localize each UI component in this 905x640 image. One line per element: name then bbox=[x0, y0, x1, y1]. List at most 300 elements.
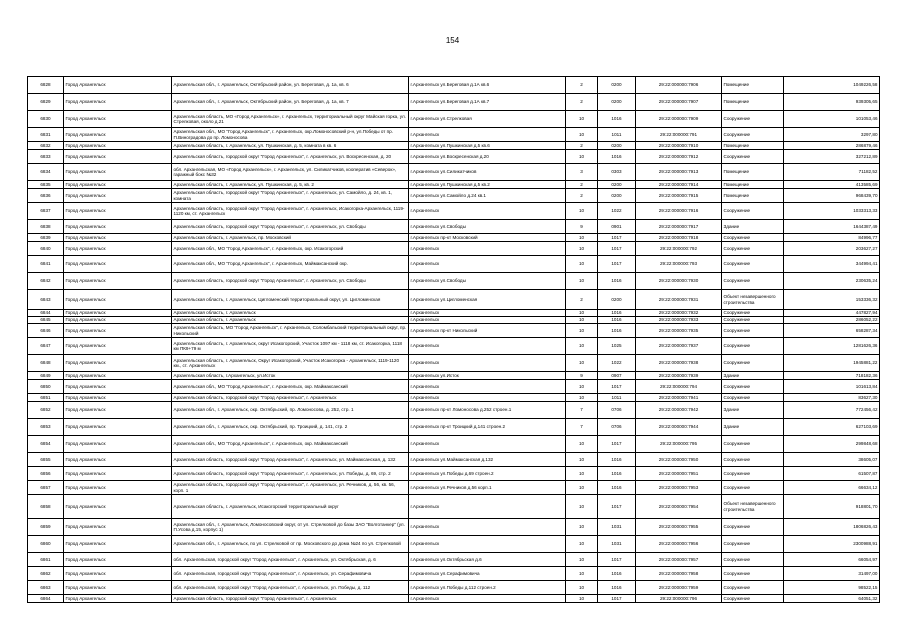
municipality-cell: Город Архангельск bbox=[64, 77, 172, 94]
municipality-cell: Город Архангельск bbox=[64, 355, 172, 372]
table-row bbox=[28, 380, 880, 394]
row-number: 6833 bbox=[28, 150, 64, 164]
table-row bbox=[28, 481, 880, 495]
subgroup-code-cell: 1011 bbox=[598, 394, 636, 402]
group-code-cell: 10 bbox=[566, 256, 598, 273]
group-code-cell: 10 bbox=[566, 128, 598, 142]
object-type-cell: Сооружение bbox=[722, 467, 784, 481]
table-row bbox=[28, 150, 880, 164]
object-type-cell: Сооружение bbox=[722, 436, 784, 453]
table-row bbox=[28, 220, 880, 234]
short-address-cell: г.Архангельск bbox=[409, 394, 566, 402]
row-number: 6858 bbox=[28, 495, 64, 519]
municipality-cell: Город Архангельск bbox=[64, 317, 172, 324]
short-address-cell: г.Архангельск ул.Береговая д.1А кв.7 bbox=[409, 94, 566, 111]
full-address-cell: обл. Архангельская, городской округ "Город Архангельск", г. Архангельск, ул. Серафимовича bbox=[172, 567, 409, 581]
short-address-cell: г.Архангельск ул.Речников д.56 корп.1 bbox=[409, 481, 566, 495]
table-row bbox=[28, 273, 880, 290]
object-type-cell: Сооружение bbox=[722, 310, 784, 317]
municipality-cell: Город Архангельск bbox=[64, 164, 172, 181]
municipality-cell: Город Архангельск bbox=[64, 581, 172, 595]
table-row bbox=[28, 111, 880, 128]
cadastral-value-cell: 153336,32 bbox=[784, 290, 880, 310]
row-number: 6849 bbox=[28, 372, 64, 380]
full-address-cell: Архангельская обл., г. Архангельск, Октябрьский район, ул. Береговая, д. 1а, кв. 6 bbox=[172, 77, 409, 94]
municipality-cell: Город Архангельск bbox=[64, 234, 172, 242]
group-code-cell: 10 bbox=[566, 436, 598, 453]
cadastral-number-cell: 29:22:000000:7910 bbox=[636, 142, 722, 150]
row-number: 6840 bbox=[28, 242, 64, 256]
short-address-cell: г.Архангельск ул.Октябрьская д.6 bbox=[409, 553, 566, 567]
cadastral-value-cell: 1281626,36 bbox=[784, 338, 880, 355]
full-address-cell: Архангельская область, г. Архангельск, Округ Исакогорский, Участок Исакогорка - Архангельск, 1119-1120 км., ст. Архангельск bbox=[172, 355, 409, 372]
cadastral-value-cell: 31497,00 bbox=[784, 567, 880, 581]
short-address-cell: г.Архангельск ул.Свободы bbox=[409, 220, 566, 234]
municipality-cell: Город Архангельск bbox=[64, 273, 172, 290]
short-address-cell: г.Архангельск ул.Маймаксанская д.132 bbox=[409, 453, 566, 467]
municipality-cell: Город Архангельск bbox=[64, 220, 172, 234]
full-address-cell: Архангельская обл., г. Архангельск, Октябрьский район, ул. Береговая, д. 1а, кв. 7 bbox=[172, 94, 409, 111]
full-address-cell: Архангельская обл., г. Архангельск, по ул. Стрелковой от пр. Московского до дома №24 по ул. Стрелковой bbox=[172, 536, 409, 553]
subgroup-code-cell: 1017 bbox=[598, 553, 636, 567]
cadastral-value-cell: 286879,46 bbox=[784, 142, 880, 150]
full-address-cell: Архангельская обл., г. Архангельск, Ломоносовский округ, от ул. Стрелковой до базы ЗАО "Волготанкер" (ул. П.Усова д.15, корпус 1) bbox=[172, 519, 409, 536]
municipality-cell: Город Архангельск bbox=[64, 94, 172, 111]
subgroup-code-cell: 1017 bbox=[598, 380, 636, 394]
row-number: 6844 bbox=[28, 310, 64, 317]
object-type-cell: Помещение bbox=[722, 164, 784, 181]
object-type-cell: Сооружение bbox=[722, 324, 784, 338]
cadastral-number-cell: 29:22:000000:7932 bbox=[636, 310, 722, 317]
subgroup-code-cell: 1016 bbox=[598, 567, 636, 581]
row-number: 6848 bbox=[28, 355, 64, 372]
object-type-cell: Здание bbox=[722, 419, 784, 436]
municipality-cell: Город Архангельск bbox=[64, 256, 172, 273]
table-row bbox=[28, 77, 880, 94]
row-number: 6854 bbox=[28, 436, 64, 453]
subgroup-code-cell: 1017 bbox=[598, 595, 636, 603]
short-address-cell: г.Архангельск ул.Победы д.112 строен.2 bbox=[409, 581, 566, 595]
municipality-cell: Город Архангельск bbox=[64, 519, 172, 536]
cadastral-number-cell: 29:22:000000:7917 bbox=[636, 220, 722, 234]
cadastral-value-cell: 98522,15 bbox=[784, 581, 880, 595]
group-code-cell: 10 bbox=[566, 111, 598, 128]
cadastral-value-cell: 1806826,43 bbox=[784, 519, 880, 536]
group-code-cell: 10 bbox=[566, 536, 598, 553]
group-code-cell: 10 bbox=[566, 581, 598, 595]
row-number: 6842 bbox=[28, 273, 64, 290]
municipality-cell: Город Архангельск bbox=[64, 419, 172, 436]
subgroup-code-cell: 1016 bbox=[598, 467, 636, 481]
table-row bbox=[28, 94, 880, 111]
group-code-cell: 10 bbox=[566, 380, 598, 394]
subgroup-code-cell: 1016 bbox=[598, 324, 636, 338]
cadastral-number-cell: 29:22:000000:7933 bbox=[636, 317, 722, 324]
subgroup-code-cell: 1016 bbox=[598, 581, 636, 595]
municipality-cell: Город Архангельск bbox=[64, 242, 172, 256]
object-type-cell: Сооружение bbox=[722, 481, 784, 495]
group-code-cell: 10 bbox=[566, 467, 598, 481]
table-row bbox=[28, 290, 880, 310]
table-row bbox=[28, 536, 880, 553]
cadastral-number-cell: 29:22:000000:7938 bbox=[636, 355, 722, 372]
row-number: 6832 bbox=[28, 142, 64, 150]
cadastral-number-cell: 29:22:000000:7907 bbox=[636, 94, 722, 111]
municipality-cell: Город Архангельск bbox=[64, 189, 172, 203]
row-number: 6857 bbox=[28, 481, 64, 495]
table-row bbox=[28, 402, 880, 419]
group-code-cell: 2 bbox=[566, 77, 598, 94]
full-address-cell: Архангельская область, городской округ "Город Архангельск", г. Архангельск bbox=[172, 394, 409, 402]
row-number: 6850 bbox=[28, 380, 64, 394]
table-row bbox=[28, 495, 880, 519]
group-code-cell: 2 bbox=[566, 94, 598, 111]
object-type-cell: Помещение bbox=[722, 142, 784, 150]
cadastral-number-cell: 29:22:000000:7941 bbox=[636, 394, 722, 402]
full-address-cell: Архангельская область, г. Архангельск, ул. Пушкинская, д. 5, комната в кв. 6 bbox=[172, 142, 409, 150]
subgroup-code-cell: 1031 bbox=[598, 519, 636, 536]
subgroup-code-cell: 1016 bbox=[598, 111, 636, 128]
object-type-cell: Сооружение bbox=[722, 128, 784, 142]
short-address-cell: г.Архангельск ул.Береговая д.1А кв.6 bbox=[409, 77, 566, 94]
table-row bbox=[28, 310, 880, 317]
municipality-cell: Город Архангельск bbox=[64, 290, 172, 310]
cadastral-value-cell: 2300988,91 bbox=[784, 536, 880, 553]
cadastral-value-cell: 299848,68 bbox=[784, 436, 880, 453]
cadastral-number-cell: 29:22:000000:7918 bbox=[636, 234, 722, 242]
municipality-cell: Город Архангельск bbox=[64, 324, 172, 338]
cadastral-value-cell: 61507,87 bbox=[784, 467, 880, 481]
full-address-cell: Архангельская область, городской округ "Город Архангельск", г. Архангельск, ул. Речников, д. 56, кв. 56, корп. 1 bbox=[172, 481, 409, 495]
object-type-cell: Сооружение bbox=[722, 234, 784, 242]
cadastral-number-cell: 29:22:000000:7930 bbox=[636, 273, 722, 290]
full-address-cell: Архангельская обл., МО "Город Архангельск", г. Архангельск, окр.Ломоносовский р-н, ул.Победы от пр. П.Виноградова до пр. Ломоносова bbox=[172, 128, 409, 142]
table-row bbox=[28, 234, 880, 242]
group-code-cell: 10 bbox=[566, 453, 598, 467]
cadastral-number-cell: 29:22:000000:7913 bbox=[636, 164, 722, 181]
subgroup-code-cell: 0200 bbox=[598, 290, 636, 310]
subgroup-code-cell: 1022 bbox=[598, 355, 636, 372]
group-code-cell: 2 bbox=[566, 189, 598, 203]
cadastral-number-cell: 29:22:000000:7916 bbox=[636, 203, 722, 220]
table-row bbox=[28, 581, 880, 595]
registry-table bbox=[27, 76, 880, 603]
cadastral-value-cell: 627103,69 bbox=[784, 419, 880, 436]
row-number: 6829 bbox=[28, 94, 64, 111]
object-type-cell: Здание bbox=[722, 372, 784, 380]
table-row bbox=[28, 453, 880, 467]
municipality-cell: Город Архангельск bbox=[64, 495, 172, 519]
full-address-cell: Архангельская область, городской округ "Город Архангельск", г. Архангельск, ул. Самойло, д. 24, кв. 1, комната bbox=[172, 189, 409, 203]
row-number: 6846 bbox=[28, 324, 64, 338]
cadastral-value-cell: 101053,46 bbox=[784, 111, 880, 128]
subgroup-code-cell: 1017 bbox=[598, 495, 636, 519]
group-code-cell: 9 bbox=[566, 220, 598, 234]
short-address-cell: г.Архангельск bbox=[409, 310, 566, 317]
cadastral-value-cell: 71182,52 bbox=[784, 164, 880, 181]
group-code-cell: 10 bbox=[566, 355, 598, 372]
object-type-cell: Сооружение bbox=[722, 317, 784, 324]
group-code-cell: 10 bbox=[566, 595, 598, 603]
cadastral-value-cell: 66054,97 bbox=[784, 553, 880, 567]
short-address-cell: г.Архангельск bbox=[409, 128, 566, 142]
full-address-cell: Архангельская обл., г. Архангельск, окр. Октябрьский, пр. Троицкий, д. 141, стр. 2 bbox=[172, 419, 409, 436]
full-address-cell: Архангельская область, городской округ "Город Архангельск", г. Архангельск, Исакогорка-Архангельск, 1119-1120 км, ст. Архангельск bbox=[172, 203, 409, 220]
cadastral-value-cell: 83627,30 bbox=[784, 394, 880, 402]
subgroup-code-cell: 1017 bbox=[598, 242, 636, 256]
subgroup-code-cell: 1016 bbox=[598, 273, 636, 290]
row-number: 6856 bbox=[28, 467, 64, 481]
full-address-cell: Архангельская область, г. Архангельск bbox=[172, 317, 409, 324]
cadastral-value-cell: 38605,07 bbox=[784, 453, 880, 467]
row-number: 6864 bbox=[28, 595, 64, 603]
cadastral-value-cell: 1049226,58 bbox=[784, 77, 880, 94]
municipality-cell: Город Архангельск bbox=[64, 111, 172, 128]
municipality-cell: Город Архангельск bbox=[64, 128, 172, 142]
table-row bbox=[28, 189, 880, 203]
cadastral-number-cell: 29:22:000000:7939 bbox=[636, 372, 722, 380]
row-number: 6830 bbox=[28, 111, 64, 128]
table-row bbox=[28, 324, 880, 338]
subgroup-code-cell: 0200 bbox=[598, 94, 636, 111]
short-address-cell: г.Архангельск bbox=[409, 519, 566, 536]
cadastral-number-cell: 29:22:000000:7953 bbox=[636, 481, 722, 495]
cadastral-number-cell: 29:22:000000:7935 bbox=[636, 324, 722, 338]
group-code-cell: 3 bbox=[566, 164, 598, 181]
municipality-cell: Город Архангельск bbox=[64, 380, 172, 394]
object-type-cell: Сооружение bbox=[722, 111, 784, 128]
object-type-cell: Сооружение bbox=[722, 273, 784, 290]
short-address-cell: г.Архангельск bbox=[409, 203, 566, 220]
cadastral-number-cell: 29:22:000000:7942 bbox=[636, 402, 722, 419]
table-row bbox=[28, 553, 880, 567]
object-type-cell: Помещение bbox=[722, 94, 784, 111]
row-number: 6859 bbox=[28, 519, 64, 536]
row-number: 6838 bbox=[28, 220, 64, 234]
full-address-cell: Архангельская область, городской округ "Город Архангельск", г. Архангельск, ул. Свободы bbox=[172, 220, 409, 234]
row-number: 6835 bbox=[28, 181, 64, 189]
cadastral-value-cell: 658287,34 bbox=[784, 324, 880, 338]
group-code-cell: 10 bbox=[566, 203, 598, 220]
table-row bbox=[28, 128, 880, 142]
short-address-cell: г.Архангельск bbox=[409, 380, 566, 394]
subgroup-code-cell: 1016 bbox=[598, 453, 636, 467]
full-address-cell: Архангельская область, г.Архангельск, ул.Исток bbox=[172, 372, 409, 380]
short-address-cell: г.Архангельск пр-кт Никольский bbox=[409, 324, 566, 338]
table-row bbox=[28, 436, 880, 453]
full-address-cell: Архангельская область, городской округ "Город Архангельск", г. Архангельск, ул. Воскресенская, д. 20 bbox=[172, 150, 409, 164]
full-address-cell: Архангельская область, городской округ "Город Архангельск", г. Архангельск, ул. Победы, д. 69, стр. 2 bbox=[172, 467, 409, 481]
page-number: 154 bbox=[445, 36, 460, 45]
full-address-cell: Архангельская обл., МО "Город Архангельск", г. Архангельск, окр. Маймаксанский bbox=[172, 380, 409, 394]
short-address-cell: г.Архангельск ул.Силикатчиков bbox=[409, 164, 566, 181]
table-row bbox=[28, 242, 880, 256]
object-type-cell: Сооружение bbox=[722, 338, 784, 355]
cadastral-value-cell: 413585,69 bbox=[784, 181, 880, 189]
full-address-cell: Архангельская обл., МО "Город Архангельск", г. Архангельск, окр. Маймаксанский bbox=[172, 436, 409, 453]
full-address-cell: Архангельская область, г. Архангельск, ул. Пушкинская, д. 5, кв. 2 bbox=[172, 181, 409, 189]
table-row bbox=[28, 595, 880, 603]
short-address-cell: г.Архангельск bbox=[409, 595, 566, 603]
municipality-cell: Город Архангельск bbox=[64, 595, 172, 603]
short-address-cell: г.Архангельск bbox=[409, 256, 566, 273]
full-address-cell: обл. Архангельская, городской округ "Город Архангельск", г. Архангельск, ул. Победы, д. 112 bbox=[172, 581, 409, 595]
short-address-cell: г.Архангельск bbox=[409, 338, 566, 355]
cadastral-number-cell: 29:22:000000:7956 bbox=[636, 536, 722, 553]
cadastral-value-cell: 1945881,22 bbox=[784, 355, 880, 372]
subgroup-code-cell: 1016 bbox=[598, 481, 636, 495]
object-type-cell: Сооружение bbox=[722, 581, 784, 595]
row-number: 6828 bbox=[28, 77, 64, 94]
group-code-cell: 10 bbox=[566, 553, 598, 567]
object-type-cell: Сооружение bbox=[722, 394, 784, 402]
group-code-cell: 2 bbox=[566, 290, 598, 310]
full-address-cell: Архангельская область, г. Архангельск bbox=[172, 310, 409, 317]
cadastral-value-cell: 968439,70 bbox=[784, 189, 880, 203]
municipality-cell: Город Архангельск bbox=[64, 394, 172, 402]
table-row bbox=[28, 519, 880, 536]
row-number: 6836 bbox=[28, 189, 64, 203]
object-type-cell: Сооружение bbox=[722, 453, 784, 467]
short-address-cell: г.Архангельск ул.Стрелковая bbox=[409, 111, 566, 128]
object-type-cell: Сооружение bbox=[722, 203, 784, 220]
group-code-cell: 9 bbox=[566, 372, 598, 380]
full-address-cell: Архангельская область, МО "Город Архангельск", г. Архангельск, Соломбальский территориальный округ, пр. Никольский bbox=[172, 324, 409, 338]
row-number: 6834 bbox=[28, 164, 64, 181]
short-address-cell: г.Архангельск bbox=[409, 436, 566, 453]
table-row bbox=[28, 317, 880, 324]
municipality-cell: Город Архангельск bbox=[64, 436, 172, 453]
group-code-cell: 10 bbox=[566, 495, 598, 519]
short-address-cell: г.Архангельск пр-кт Ломоносова д.252 строен.1 bbox=[409, 402, 566, 419]
cadastral-number-cell: 29:22:000000:791 bbox=[636, 128, 722, 142]
group-code-cell: 10 bbox=[566, 273, 598, 290]
full-address-cell: Архангельская область, г. Архангельск, округ Исакогорский, Участок 1097 км - 1118 км, ст. Исакогорка, 1118 км ПК9+79 м bbox=[172, 338, 409, 355]
cadastral-value-cell: 84996,77 bbox=[784, 234, 880, 242]
group-code-cell: 7 bbox=[566, 419, 598, 436]
full-address-cell: Архангельская область, городской округ "Город Архангельск", г. Архангельск, ул. Маймаксанская, д. 132 bbox=[172, 453, 409, 467]
cadastral-value-cell: 101613,84 bbox=[784, 380, 880, 394]
group-code-cell: 10 bbox=[566, 519, 598, 536]
group-code-cell: 7 bbox=[566, 402, 598, 419]
row-number: 6831 bbox=[28, 128, 64, 142]
short-address-cell: г.Архангельск bbox=[409, 242, 566, 256]
cadastral-number-cell: 29:22:000000:7931 bbox=[636, 290, 722, 310]
row-number: 6861 bbox=[28, 553, 64, 567]
full-address-cell: обл. Архангельская, городской округ "Город Архангельск", г. Архангельск, ул. Октябрьская, д. 6 bbox=[172, 553, 409, 567]
object-type-cell: Сооружение bbox=[722, 595, 784, 603]
registry-rows bbox=[28, 77, 880, 603]
short-address-cell: г.Архангельск ул.Пушкинская д.5 кв.6 bbox=[409, 142, 566, 150]
row-number: 6855 bbox=[28, 453, 64, 467]
table-row bbox=[28, 419, 880, 436]
full-address-cell: Архангельская область, г. Архангельск, Исакогорский территориальный округ bbox=[172, 495, 409, 519]
cadastral-number-cell: 29:22:000000:7944 bbox=[636, 419, 722, 436]
cadastral-number-cell: 29:22:000000:795 bbox=[636, 436, 722, 453]
short-address-cell: г.Архангельск bbox=[409, 536, 566, 553]
cadastral-number-cell: 29:22:000000:7909 bbox=[636, 111, 722, 128]
subgroup-code-cell: 1017 bbox=[598, 234, 636, 242]
group-code-cell: 10 bbox=[566, 234, 598, 242]
cadastral-value-cell: 939305,65 bbox=[784, 94, 880, 111]
object-type-cell: Сооружение bbox=[722, 150, 784, 164]
municipality-cell: Город Архангельск bbox=[64, 372, 172, 380]
full-address-cell: Архангельская область, г. Архангельск, пр. Московский bbox=[172, 234, 409, 242]
object-type-cell: Сооружение bbox=[722, 355, 784, 372]
cadastral-value-cell: 66634,12 bbox=[784, 481, 880, 495]
object-type-cell: Объект незавершенного строительства bbox=[722, 290, 784, 310]
group-code-cell: 2 bbox=[566, 181, 598, 189]
cadastral-value-cell: 344994,41 bbox=[784, 256, 880, 273]
cadastral-number-cell: 29:22:000000:7915 bbox=[636, 189, 722, 203]
short-address-cell: г.Архангельск пр-кт Троицкий д.141 строен.2 bbox=[409, 419, 566, 436]
short-address-cell: г.Архангельск пр-кт Московский bbox=[409, 234, 566, 242]
full-address-cell: Архангельская область, городской округ "Город Архангельск", г. Архангельск bbox=[172, 595, 409, 603]
full-address-cell: обл. Архангельская, МО «Город Архангельск», г. Архангельск, ул. Силикатчиков, кооператив «Северок», гаражный бокс №32 bbox=[172, 164, 409, 181]
object-type-cell: Сооружение bbox=[722, 567, 784, 581]
object-type-cell: Помещение bbox=[722, 189, 784, 203]
subgroup-code-cell: 0907 bbox=[598, 372, 636, 380]
cadastral-number-cell: 29:22:000000:7950 bbox=[636, 453, 722, 467]
cadastral-number-cell: 29:22:000000:7955 bbox=[636, 519, 722, 536]
subgroup-code-cell: 0200 bbox=[598, 77, 636, 94]
full-address-cell: Архангельская область, городской округ "Город Архангельск", г. Архангельск, ул. Свободы bbox=[172, 273, 409, 290]
subgroup-code-cell: 1031 bbox=[598, 536, 636, 553]
row-number: 6847 bbox=[28, 338, 64, 355]
municipality-cell: Город Архангельск bbox=[64, 338, 172, 355]
subgroup-code-cell: 0200 bbox=[598, 189, 636, 203]
row-number: 6860 bbox=[28, 536, 64, 553]
cadastral-value-cell: 64051,32 bbox=[784, 595, 880, 603]
cadastral-value-cell: 1033313,33 bbox=[784, 203, 880, 220]
table-row bbox=[28, 181, 880, 189]
short-address-cell: г.Архангельск ул.Цигломенская bbox=[409, 290, 566, 310]
subgroup-code-cell: 0200 bbox=[598, 181, 636, 189]
group-code-cell: 10 bbox=[566, 242, 598, 256]
cadastral-value-cell: 3297,80 bbox=[784, 128, 880, 142]
subgroup-code-cell: 1016 bbox=[598, 317, 636, 324]
group-code-cell: 10 bbox=[566, 310, 598, 317]
cadastral-value-cell: 286052,22 bbox=[784, 317, 880, 324]
cadastral-number-cell: 29:22:000000:7914 bbox=[636, 181, 722, 189]
subgroup-code-cell: 0200 bbox=[598, 142, 636, 150]
full-address-cell: Архангельская обл., МО "Город Архангельск", г. Архангельск, окр. Исакогорский bbox=[172, 242, 409, 256]
row-number: 6851 bbox=[28, 394, 64, 402]
municipality-cell: Город Архангельск bbox=[64, 553, 172, 567]
cadastral-value-cell: 1644387,49 bbox=[784, 220, 880, 234]
subgroup-code-cell: 1011 bbox=[598, 128, 636, 142]
full-address-cell: Архангельская обл., г. Архангельск, окр. Октябрьский, пр. Ломоносова, д. 252, стр. 1 bbox=[172, 402, 409, 419]
row-number: 6841 bbox=[28, 256, 64, 273]
object-type-cell: Сооружение bbox=[722, 242, 784, 256]
object-type-cell: Здание bbox=[722, 402, 784, 419]
cadastral-number-cell: 29:22:000000:794 bbox=[636, 380, 722, 394]
cadastral-number-cell: 29:22:000000:792 bbox=[636, 242, 722, 256]
table-row bbox=[28, 256, 880, 273]
subgroup-code-cell: 1017 bbox=[598, 436, 636, 453]
object-type-cell: Объект незавершенного строительства bbox=[722, 495, 784, 519]
row-number: 6845 bbox=[28, 317, 64, 324]
cadastral-number-cell: 29:22:000000:7954 bbox=[636, 495, 722, 519]
group-code-cell: 2 bbox=[566, 142, 598, 150]
group-code-cell: 10 bbox=[566, 394, 598, 402]
municipality-cell: Город Архангельск bbox=[64, 150, 172, 164]
subgroup-code-cell: 0706 bbox=[598, 419, 636, 436]
municipality-cell: Город Архангельск bbox=[64, 567, 172, 581]
subgroup-code-cell: 1025 bbox=[598, 338, 636, 355]
full-address-cell: Архангельская область, г. Архангельск, Цигломенский территориальный округ, ул. Цигломенская bbox=[172, 290, 409, 310]
full-address-cell: Архангельская обл., МО "Город Архангельск", г. Архангельск, Маймаксанский окр. bbox=[172, 256, 409, 273]
